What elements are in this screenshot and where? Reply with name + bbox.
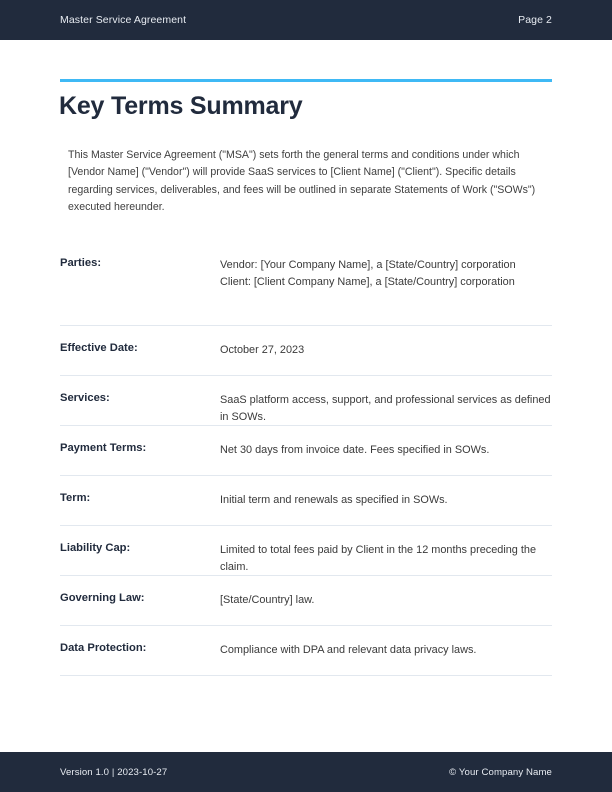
key-terms-table (60, 241, 552, 676)
term-value-line: Vendor: [Your Company Name], a [State/Country] corporation (220, 259, 516, 271)
term-label: Governing Law: (60, 592, 145, 604)
page-title: Key Terms Summary (59, 92, 303, 120)
term-label: Payment Terms: (60, 442, 147, 454)
table-row (60, 476, 552, 526)
term-value: Net 30 days from invoice date. Fees specified in SOWs. (220, 444, 490, 456)
term-value: Compliance with DPA and relevant data privacy laws. (220, 644, 477, 656)
footer-copyright: © Your Company Name (449, 766, 552, 778)
term-label: Parties: (60, 257, 102, 269)
table-row (60, 326, 552, 376)
intro-paragraph: This Master Service Agreement ("MSA") sets forth the general terms and conditions under which [Vendor Name] ("Vendor") will provide SaaS services to [Client Name] ("Client"). Specific details regarding services, deliverables, and fees will be outlined in separate Statements of Work ("SOWs") executed hereunder. (68, 149, 536, 213)
term-value: October 27, 2023 (220, 344, 305, 356)
term-value: [State/Country] law. (220, 594, 315, 606)
table-row (60, 626, 552, 676)
term-value: Initial term and renewals as specified in SOWs. (220, 494, 448, 506)
table-row (60, 526, 552, 576)
term-label: Term: (60, 492, 91, 504)
term-value (220, 257, 552, 292)
footer-version: Version 1.0 | 2023-10-27 (60, 766, 168, 778)
term-value: SaaS platform access, support, and professional services as defined in SOWs. (220, 394, 551, 424)
header-page-number: Page 2 (518, 14, 552, 26)
header-document-title: Master Service Agreement (60, 14, 187, 26)
table-row (60, 576, 552, 626)
term-value: Limited to total fees paid by Client in the 12 months preceding the claim. (220, 544, 537, 574)
term-label: Data Protection: (60, 642, 147, 654)
title-accent-rule (60, 79, 552, 82)
term-label: Effective Date: (60, 342, 138, 354)
page-header (0, 0, 612, 40)
term-label: Liability Cap: (60, 542, 131, 554)
page-footer (0, 752, 612, 792)
table-row (60, 376, 552, 426)
term-value-line: Client: [Client Company Name], a [State/Country] corporation (220, 276, 515, 289)
table-row (60, 241, 552, 326)
table-row (60, 426, 552, 476)
term-label: Services: (60, 392, 110, 404)
